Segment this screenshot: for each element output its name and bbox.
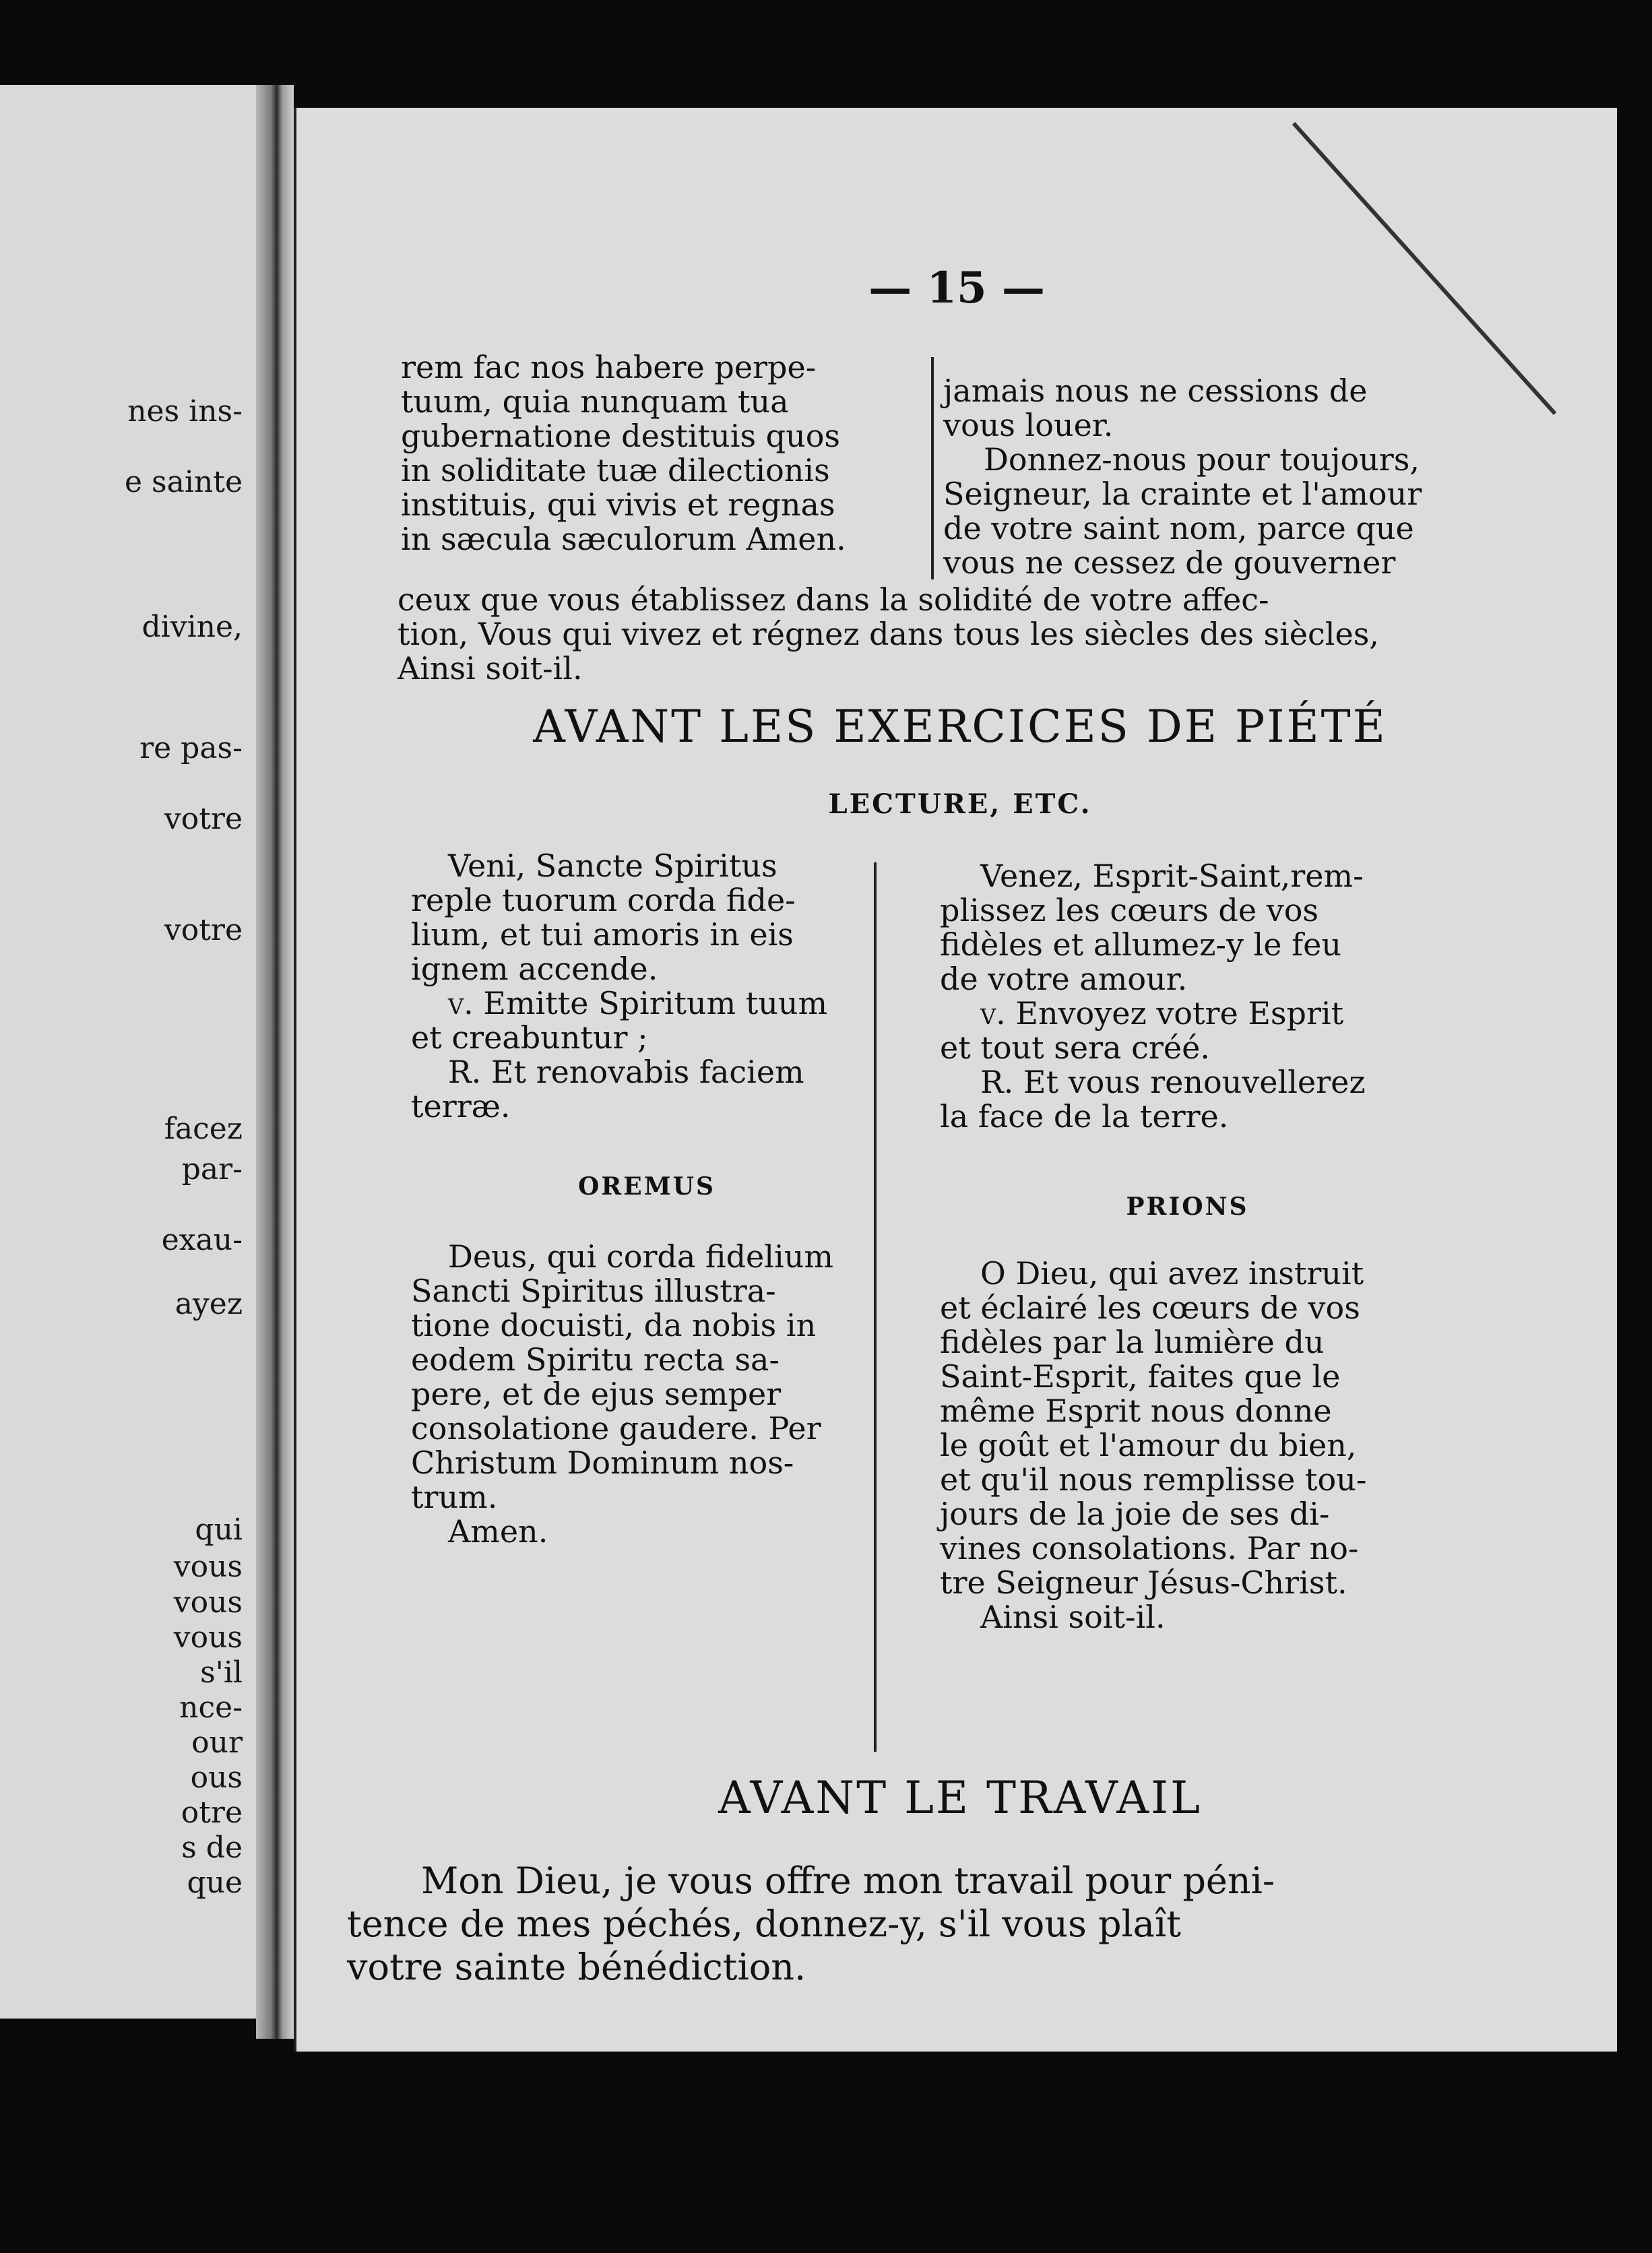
text-line: rem fac nos habere perpe- <box>401 349 817 385</box>
versicle-mark: v. <box>448 985 474 1021</box>
book-page <box>294 108 1617 2052</box>
left-fragment: votre <box>164 913 243 947</box>
top-latin-column <box>401 350 923 557</box>
latin-response-line: terræ. <box>411 1088 511 1124</box>
french-prayer-line: jours de la joie de ses di- <box>940 1496 1330 1532</box>
text-line: Seigneur, la crainte et l'amour <box>943 476 1422 512</box>
text-line: instituis, qui vivis et regnas <box>401 486 835 523</box>
french-prayer-title: PRIONS <box>1126 1193 1249 1221</box>
french-prayer-line: vines consolations. Par no- <box>940 1530 1359 1566</box>
left-fragment: nes ins- <box>127 394 243 429</box>
left-fragment: ous <box>190 1760 243 1795</box>
text-line: Donnez-nous pour toujours, <box>984 441 1420 478</box>
french-versicle <box>940 996 1435 1031</box>
french-versicle-line: et tout sera créé. <box>940 1029 1210 1066</box>
french-prayer-line: O Dieu, qui avez instruit <box>980 1255 1364 1292</box>
versicle-text: Envoyez votre Esprit <box>1015 995 1344 1032</box>
left-facing-page <box>0 85 256 2019</box>
work-prayer-line: votre sainte bénédiction. <box>347 1946 806 1988</box>
latin-invocation-line: ignem accende. <box>411 951 658 987</box>
top-column-divider <box>931 357 934 579</box>
text-line: vous louer. <box>943 407 1114 443</box>
latin-prayer-line: consolatione gaudere. Per <box>411 1410 821 1447</box>
latin-invocation-line: Veni, Sancte Spiritus <box>448 848 777 884</box>
work-prayer-line: tence de mes péchés, donnez-y, s'il vous plaît <box>347 1903 1181 1945</box>
french-column <box>940 859 1435 1134</box>
response-mark: R. <box>448 1054 482 1090</box>
latin-invocation-line: reple tuorum corda fide- <box>411 882 796 918</box>
page-number: — 15 — <box>868 263 1045 313</box>
left-fragment: ayez <box>174 1287 243 1321</box>
french-prayer-line: et éclairé les cœurs de vos <box>940 1290 1360 1326</box>
folded-corner-edge <box>1292 122 1557 415</box>
left-fragment: s'il <box>200 1655 243 1690</box>
latin-prayer-line: Sancti Spiritus illustra- <box>411 1273 776 1309</box>
book-gutter <box>256 85 294 2039</box>
versicle-text: Emitte Spiritum tuum <box>483 985 828 1021</box>
response-mark: R. <box>980 1064 1014 1100</box>
text-line: Ainsi soit-il. <box>398 650 583 687</box>
latin-versicle-line: et creabuntur ; <box>411 1019 648 1056</box>
french-amen: Ainsi soit-il. <box>980 1599 1166 1635</box>
left-fragment: par- <box>181 1152 243 1186</box>
left-fragment: vous <box>173 1620 243 1655</box>
left-fragment: our <box>191 1725 243 1760</box>
left-fragment: que <box>187 1866 243 1900</box>
left-fragment: votre <box>164 802 243 836</box>
response-text: Et vous renouvellerez <box>1023 1064 1366 1100</box>
french-invocation-line: plissez les cœurs de vos <box>940 892 1319 928</box>
french-response <box>940 1065 1435 1100</box>
section-subheading: LECTURE, ETC. <box>828 788 1092 820</box>
text-line: ceux que vous établissez dans la solidité de votre affec- <box>398 581 1269 618</box>
response-text: Et renovabis faciem <box>490 1054 804 1090</box>
french-response-line: la face de la terre. <box>940 1098 1229 1135</box>
work-prayer-line: Mon Dieu, je vous offre mon travail pour péni- <box>421 1860 1275 1902</box>
text-line: de votre saint nom, parce que <box>943 510 1414 546</box>
french-prayer-line: le goût et l'amour du bien, <box>940 1427 1357 1463</box>
column-divider <box>874 862 877 1752</box>
left-fragment: e sainte <box>125 465 243 499</box>
latin-prayer-line: Deus, qui corda fidelium <box>448 1238 833 1275</box>
latin-versicle <box>411 986 883 1021</box>
french-invocation-line: Venez, Esprit-Saint,rem- <box>980 858 1364 894</box>
french-prayer-line: même Esprit nous donne <box>940 1393 1332 1429</box>
left-fragment: exau- <box>161 1223 243 1257</box>
left-fragment: otre <box>181 1796 243 1830</box>
section-heading: AVANT LES EXERCICES DE PIÉTÉ <box>533 701 1387 753</box>
left-fragment: divine, <box>141 610 243 644</box>
left-fragment: vous <box>173 1550 243 1584</box>
latin-amen: Amen. <box>448 1513 548 1550</box>
text-line: gubernatione destituis quos <box>401 418 841 454</box>
left-fragment: qui <box>195 1513 243 1547</box>
latin-column <box>411 849 883 1124</box>
left-fragment: nce- <box>179 1690 243 1725</box>
top-french-column <box>943 374 1523 580</box>
french-prayer-line: Saint-Esprit, faites que le <box>940 1358 1341 1395</box>
latin-prayer <box>411 1240 883 1549</box>
left-fragment: re pas- <box>139 731 243 765</box>
french-invocation-line: de votre amour. <box>940 961 1188 997</box>
french-prayer <box>940 1257 1435 1635</box>
text-line: vous ne cessez de gouverner <box>943 544 1396 581</box>
text-line: jamais nous ne cessions de <box>943 373 1368 409</box>
latin-prayer-line: Christum Dominum nos- <box>411 1445 794 1481</box>
latin-invocation-line: lium, et tui amoris in eis <box>411 916 794 953</box>
top-full-width-text <box>398 583 1523 686</box>
section-heading: AVANT LE TRAVAIL <box>718 1772 1202 1824</box>
latin-prayer-line: tione docuisti, da nobis in <box>411 1307 817 1343</box>
left-fragment: s de <box>181 1831 243 1865</box>
latin-prayer-line: eodem Spiritu recta sa- <box>411 1341 780 1378</box>
french-prayer-line: fidèles par la lumière du <box>940 1324 1325 1360</box>
text-line: tuum, quia nunquam tua <box>401 383 789 420</box>
latin-prayer-title: OREMUS <box>578 1172 716 1201</box>
latin-prayer-line: trum. <box>411 1479 498 1515</box>
left-fragment: facez <box>164 1112 243 1146</box>
text-line: tion, Vous qui vivez et régnez dans tous les siècles des siècles, <box>398 616 1379 652</box>
left-fragment: vous <box>173 1585 243 1620</box>
french-prayer-line: et qu'il nous remplisse tou- <box>940 1461 1367 1498</box>
text-line: in sæcula sæculorum Amen. <box>401 521 846 557</box>
french-invocation-line: fidèles et allumez-y le feu <box>940 926 1341 963</box>
latin-prayer-line: pere, et de ejus semper <box>411 1376 782 1412</box>
latin-response <box>411 1055 883 1089</box>
french-prayer-line: tre Seigneur Jésus-Christ. <box>940 1564 1347 1601</box>
text-line: in soliditate tuæ dilectionis <box>401 452 830 488</box>
versicle-mark: v. <box>980 995 1006 1032</box>
work-prayer <box>347 1860 1465 1989</box>
